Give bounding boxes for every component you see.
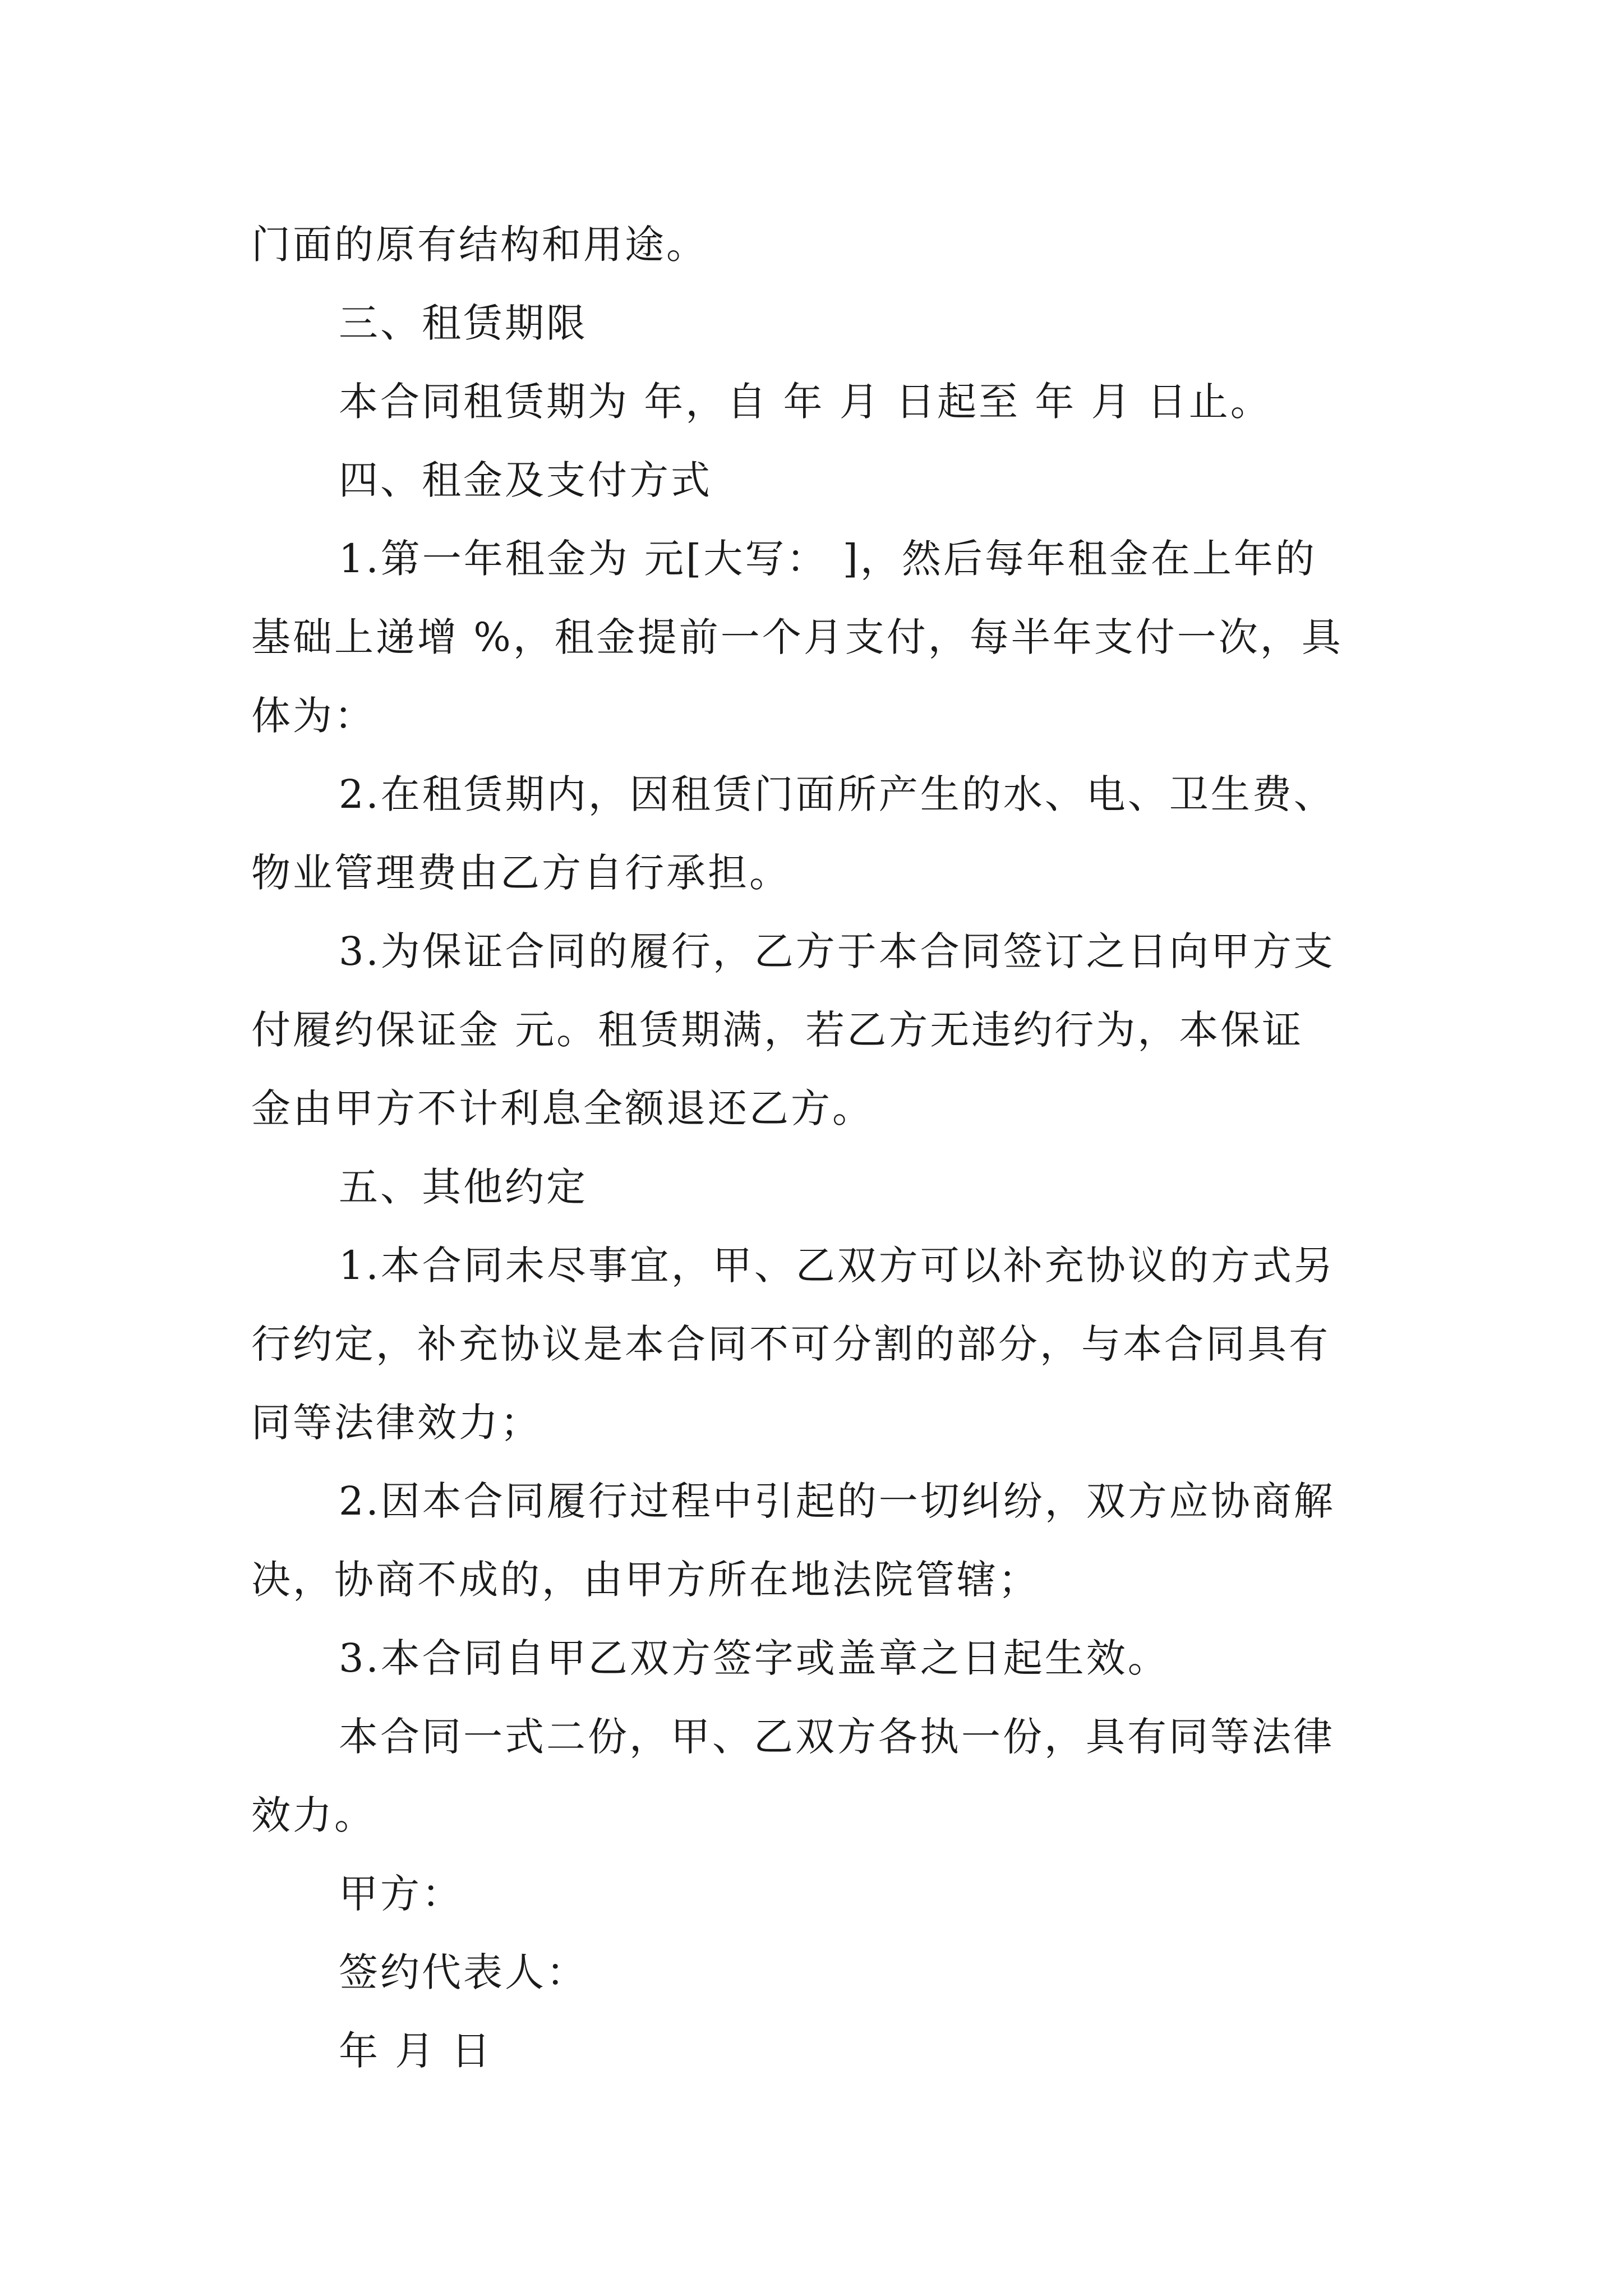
text-line-7: 体为： [251, 693, 376, 739]
party-a-label: 甲方： [339, 1871, 463, 1917]
text-line-15: 行约定，补充协议是本合同不可分割的部分，与本合同具有 [251, 1321, 1330, 1367]
text-line-9: 物业管理费由乙方自行承担。 [251, 850, 791, 896]
section-heading-3: 三、租赁期限 [339, 300, 588, 346]
text-line-14: 1.本合同未尽事宜，甲、乙双方可以补充协议的方式另 [339, 1243, 1335, 1289]
text-line-1: 门面的原有结构和用途。 [251, 222, 708, 268]
text-line-3: 本合同租赁期为 年，自 年 月 日起至 年 月 日止。 [339, 379, 1272, 425]
text-line-21: 效力。 [251, 1792, 376, 1838]
text-line-18: 决，协商不成的，由甲方所在地法院管辖； [251, 1557, 1040, 1603]
section-heading-5: 五、其他约定 [339, 1164, 588, 1210]
text-line-19: 3.本合同自甲乙双方签字或盖章之日起生效。 [339, 1635, 1169, 1681]
text-line-8: 2.在租赁期内，因租赁门面所产生的水、电、卫生费、 [339, 771, 1335, 817]
section-heading-4: 四、租金及支付方式 [339, 457, 712, 503]
text-line-12: 金由甲方不计利息全额退还乙方。 [251, 1085, 874, 1131]
signatory-label: 签约代表人： [339, 1949, 588, 1995]
text-line-11: 付履约保证金 元。租赁期满，若乙方无违约行为，本保证 [251, 1007, 1304, 1053]
text-line-20: 本合同一式二份，甲、乙双方各执一份，具有同等法律 [339, 1714, 1335, 1760]
text-line-5: 1.第一年租金为 元[大写： ]，然后每年租金在上年的 [339, 536, 1317, 582]
text-line-6: 基础上递增 %，租金提前一个月支付，每半年支付一次，具 [251, 614, 1343, 660]
date-line: 年 月 日 [339, 2028, 493, 2074]
text-line-10: 3.为保证合同的履行，乙方于本合同签订之日向甲方支 [339, 928, 1335, 974]
text-line-16: 同等法律效力； [251, 1400, 542, 1446]
text-line-17: 2.因本合同履行过程中引起的一切纠纷，双方应协商解 [339, 1478, 1335, 1524]
